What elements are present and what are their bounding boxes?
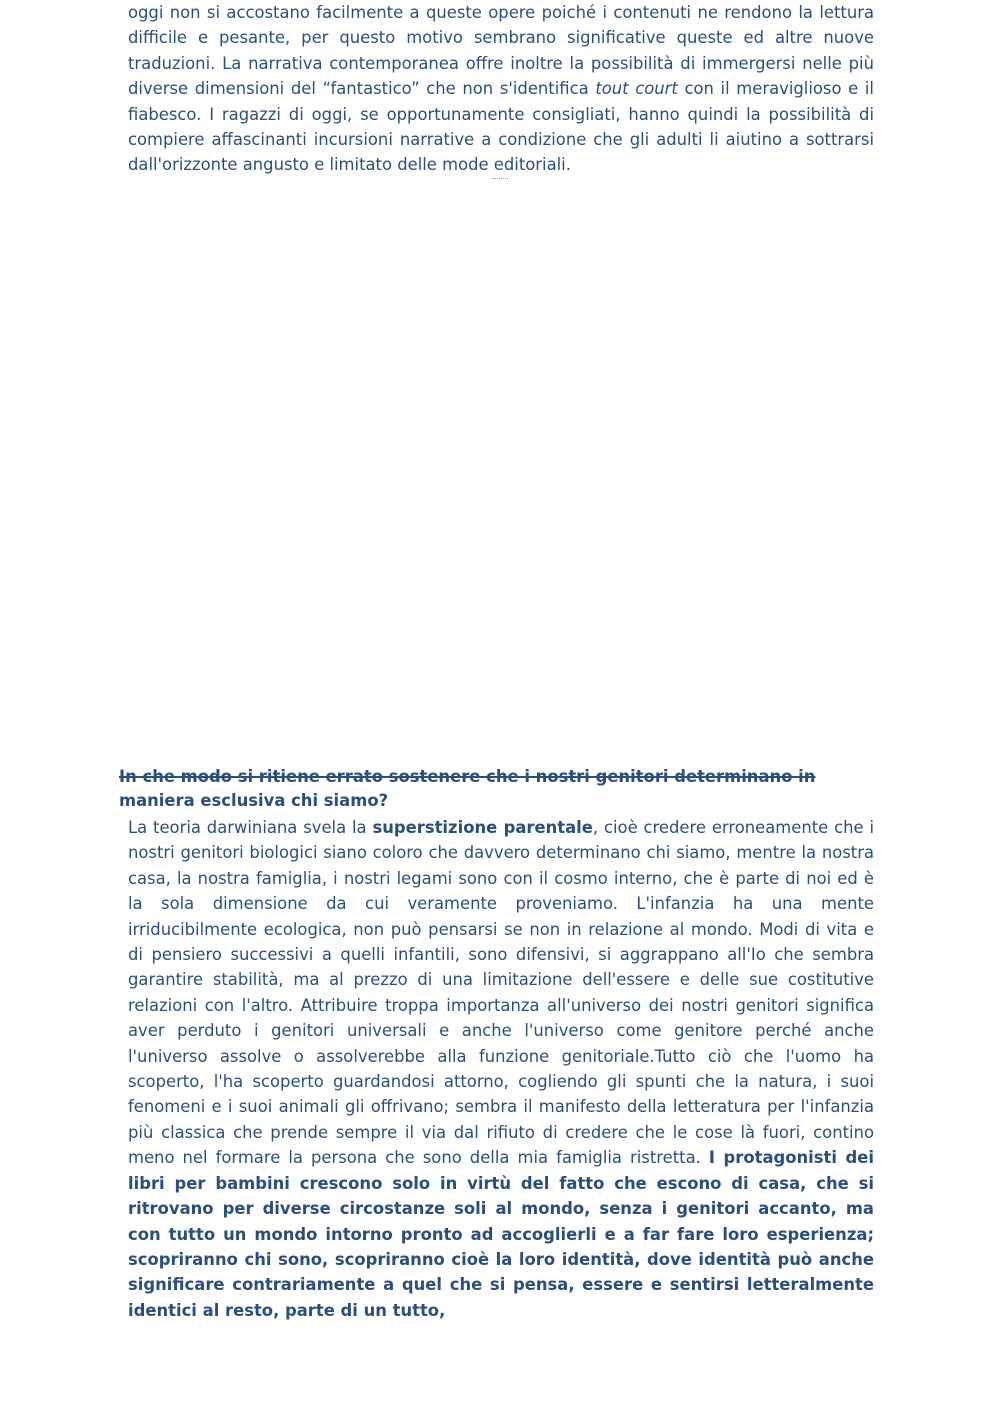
bold-term: superstizione parentale bbox=[372, 818, 593, 837]
paragraph-lead: La teoria darwiniana svela la bbox=[128, 818, 373, 837]
struck-text: In che modo si ritiene errato sostenere che i nostri genitori determinano in bbox=[119, 767, 816, 786]
small-divider-mark bbox=[492, 178, 508, 179]
paragraph-body: , cioè credere erroneamente che i nostri genitori biologici siano coloro che davvero determinano chi siamo, mentre la nostra casa, la nostra famiglia, i nostri legami sono con il cosmo interno, che è parte di noi ed è la sola dimensione da cui veramente proveniamo. L'infanzia ha una mente irriducibilmente ecologica, non può pensarsi se non in relazione al mondo. Modi di vita e di pensiero successivi a quelli infantili, sono difensivi, si aggrappano all'Io che sembra garantire stabilità, ma al prezzo di una limitazione dell'essere e delle sue costitutive relazioni con l'altro. Attribuire troppa importanza all'universo dei nostri genitori significa aver perduto i genitori universali e anche l'universo come genitore perché anche l'universo assolve o assolverebbe alla funzione genitoriale.Tutto ciò che l'uomo ha scoperto, l'ha scoperto guardandosi attorno, cogliendo gli spunti che la natura, i suoi fenomeni e i suoi animali gli offrivano; sembra il manifesto della letteratura per l'infanzia più classica che prende sempre il via dal rifiuto di credere che le cose là fuori, contino meno nel formare la persona che sono della mia famiglia ristretta. bbox=[128, 818, 874, 1168]
bold-closing-text: I protagonisti dei libri per bambini crescono solo in virtù del fatto che escono di casa, che si ritrovano per diverse circostanze soli al mondo, senza i genitori accanto, ma con tutto un mondo intorno pronto ad accoglierli e a far fare loro esperienza; scopriranno chi sono, scopriranno cioè la loro identità, dove identità può anche significare contrariamente a quel che si pensa, essere e sentirsi letteralmente identici al resto, parte di un tutto, bbox=[128, 1148, 874, 1320]
paragraph-text-start: oggi non si accostano facilmente a queste opere poiché i contenuti ne rendono la lettura difficile e pesante, per questo motivo sembrano significative queste ed altre nuove traduzioni. La narrativa contemporanea offre inoltre la possibilità di immergersi nelle più diverse dimensioni del “fantastico” che non s'identifica bbox=[128, 3, 874, 99]
question-text: maniera esclusiva chi siamo? bbox=[119, 791, 389, 810]
paragraph-text-end: con il meraviglioso e il fiabesco. I ragazzi di oggi, se opportunamente consigliati, hanno quindi la possibilità di compiere affascinanti incursioni narrative a condizione che gli adulti li aiutino a sottrarsi dall'orizzonte angusto e limitato delle mode editoriali. bbox=[128, 79, 874, 175]
paragraph-narrativa bbox=[128, 0, 874, 178]
paragraph-darwin bbox=[128, 815, 874, 1323]
question-heading bbox=[119, 765, 889, 813]
italic-term: tout court bbox=[595, 79, 678, 99]
